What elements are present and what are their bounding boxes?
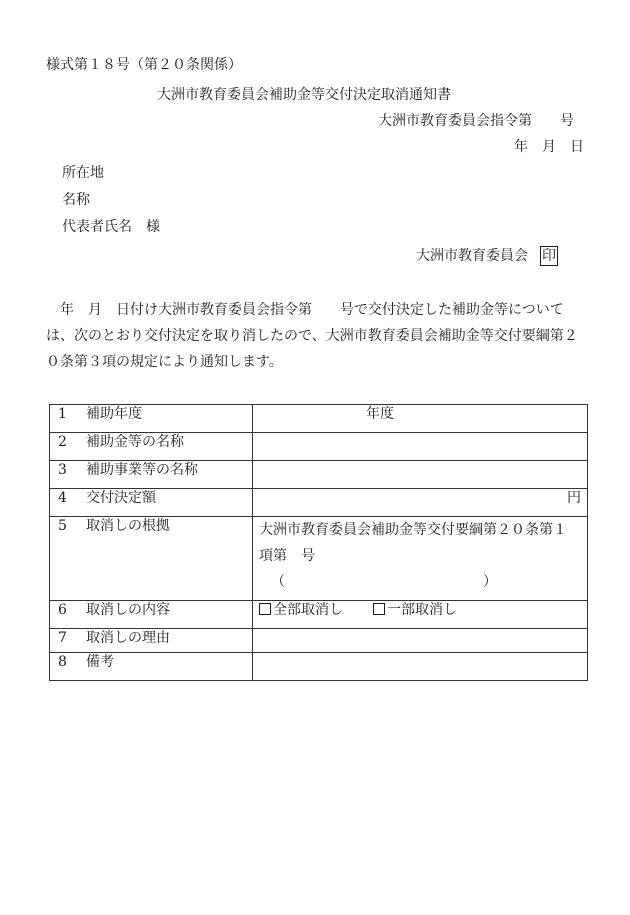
checkbox-icon[interactable] <box>373 603 385 615</box>
row-number: 3 <box>58 462 67 478</box>
issuer-name: 大洲市教育委員会 <box>416 248 528 264</box>
order-number: 大洲市教育委員会指令第 号 <box>378 113 574 129</box>
row-label-text: 補助年度 <box>86 406 142 422</box>
fiscal-year-value: 年度 <box>366 406 394 422</box>
paren-open: （ <box>271 574 285 590</box>
row-label-text: 取消しの内容 <box>86 602 170 618</box>
addressee-location: 所在地 <box>62 165 104 181</box>
row-label <box>50 517 253 601</box>
option-partial-cancel[interactable] <box>373 602 457 618</box>
row-number: 8 <box>58 654 67 670</box>
details-table <box>49 404 588 681</box>
table-row <box>50 489 588 517</box>
row-value <box>253 629 588 653</box>
table-row <box>50 461 588 489</box>
row-value <box>253 489 588 517</box>
basis-parentheses <box>259 569 581 595</box>
addressee-name: 名称 <box>62 192 90 208</box>
basis-line-1: 大洲市教育委員会補助金等交付要綱第２０条第１ <box>259 522 567 538</box>
row-label-text: 取消しの根拠 <box>86 518 170 534</box>
row-value <box>253 433 588 461</box>
table-row <box>50 405 588 433</box>
row-label <box>50 461 253 489</box>
row-number: 1 <box>58 406 67 422</box>
row-label-text: 備考 <box>86 654 114 670</box>
table-row <box>50 601 588 629</box>
row-label-text: 取消しの理由 <box>86 630 170 646</box>
option-full-cancel[interactable] <box>259 602 343 618</box>
addressee-block <box>62 164 160 245</box>
table-row <box>50 653 588 681</box>
row-value <box>253 517 588 601</box>
row-number: 6 <box>58 602 67 618</box>
row-number: 5 <box>58 518 67 534</box>
row-label <box>50 653 253 681</box>
table-row <box>50 433 588 461</box>
seal-mark: 印 <box>542 248 556 264</box>
row-label-text: 補助事業等の名称 <box>86 462 198 478</box>
form-number: 様式第１８号（第２０条関係） <box>46 57 242 73</box>
issue-date: 年 月 日 <box>514 139 584 155</box>
issuer-line <box>416 246 558 266</box>
row-label <box>50 629 253 653</box>
addressee-representative: 代表者氏名 様 <box>62 219 160 235</box>
row-label <box>50 405 253 433</box>
row-number: 7 <box>58 630 67 646</box>
row-value <box>253 653 588 681</box>
amount-unit: 円 <box>567 490 581 506</box>
row-label <box>50 489 253 517</box>
row-label-text: 補助金等の名称 <box>86 434 184 450</box>
row-value <box>253 601 588 629</box>
row-value <box>253 461 588 489</box>
notice-body: 年 月 日付け大洲市教育委員会指令第 号で交付決定した補助金等については、次のとおり交付決定を取り消したので、大洲市教育委員会補助金等交付要綱第２０条第３項の規定により通知します。 <box>46 302 578 370</box>
row-label <box>50 433 253 461</box>
basis-line-2: 項第 号 <box>259 548 315 564</box>
checkbox-icon[interactable] <box>259 603 271 615</box>
paren-close: ） <box>483 574 497 590</box>
row-number: 4 <box>58 490 67 506</box>
document-title: 大洲市教育委員会補助金等交付決定取消通知書 <box>157 87 451 103</box>
option-partial-label: 一部取消し <box>387 602 457 618</box>
table-row <box>50 629 588 653</box>
table-row <box>50 517 588 601</box>
option-full-label: 全部取消し <box>273 602 343 618</box>
row-label-text: 交付決定額 <box>86 490 156 506</box>
row-value <box>253 405 588 433</box>
row-label <box>50 601 253 629</box>
row-number: 2 <box>58 434 67 450</box>
